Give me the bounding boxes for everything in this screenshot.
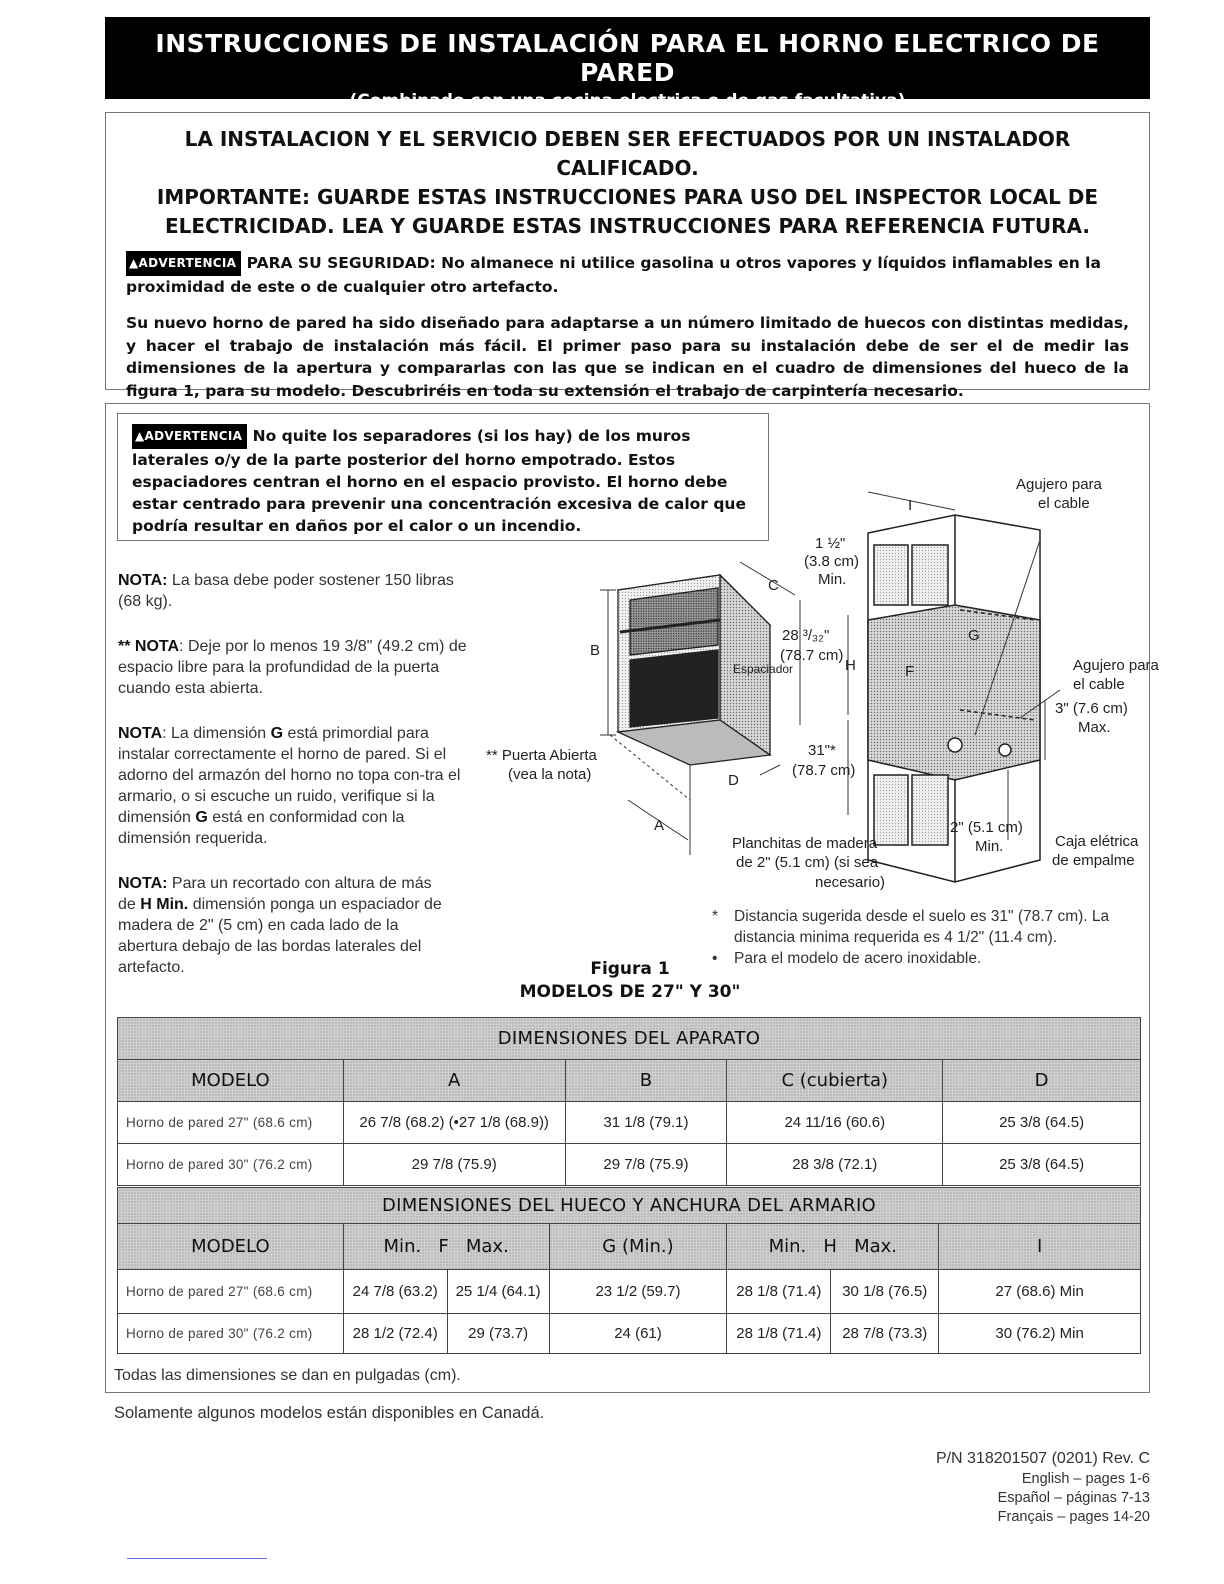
table-cell: 24 (61) <box>549 1314 727 1354</box>
table-cell: 29 7/8 (75.9) <box>565 1144 727 1186</box>
table-cell: 29 (73.7) <box>447 1314 549 1354</box>
h-dim-cm: (78.7 cm) <box>780 647 844 664</box>
three-inch-max-value: 3" (7.6 cm) <box>1055 700 1128 717</box>
column-header: I <box>939 1224 1141 1270</box>
note-base: NOTA: La basa debe poder sostener 150 libras (68 kg). <box>118 572 454 610</box>
note-dimension-g: NOTA: La dimensión G está primordial para instalar correctamente el horno de pared. Si el adorno del armazón del horno no topa con-tra el armario, o si escuche un ruido, verifique si la dimensión G está en conformidad con la dimensión requerida. <box>118 725 461 847</box>
table-title: DIMENSIONES DEL APARATO <box>118 1018 1141 1060</box>
table-cell: 25 3/8 (64.5) <box>943 1144 1141 1186</box>
table-row <box>118 1314 1141 1354</box>
cable-hole-top-line2: el cable <box>1038 495 1090 512</box>
warning-badge: ▲ADVERTENCIA <box>132 424 247 449</box>
part-number-block <box>900 1448 1150 1527</box>
part-number: P/N 318201507 (0201) Rev. C <box>935 1450 1150 1467</box>
table-cell: 25 1/4 (64.1) <box>447 1270 549 1314</box>
column-header: A <box>343 1060 565 1102</box>
figure-subtitle: MODELOS DE 27" Y 30" <box>519 982 741 1002</box>
table-cell: Horno de pared 27" (68.6 cm) <box>118 1270 344 1314</box>
table-cell: 31 1/8 (79.1) <box>565 1102 727 1144</box>
column-header: B <box>565 1060 727 1102</box>
c-min-value: 1 ½" <box>815 535 846 552</box>
warning-badge: ▲ADVERTENCIA <box>126 251 241 276</box>
column-header: MODELO <box>118 1060 344 1102</box>
units-note: Todas las dimensiones se dan en pulgadas (cm). <box>114 1367 461 1384</box>
h-dim-value: 28 ³/₃₂" <box>782 627 830 644</box>
table-cell: 28 1/8 (71.4) <box>727 1314 831 1354</box>
intro-line-3: ELECTRICIDAD. LEA Y GUARDE ESTAS INSTRUCCIONES PARA REFERENCIA FUTURA. <box>165 214 1090 238</box>
two-inch-min-value: 2" (5.1 cm) <box>950 819 1023 836</box>
english-pages: English – pages 1-6 <box>1021 1471 1150 1487</box>
wood-strips-line2: de 2" (5.1 cm) (si sea <box>736 854 879 871</box>
table-cell: 28 1/8 (71.4) <box>727 1270 831 1314</box>
dim-label-c: C <box>768 577 779 594</box>
table-cell: 28 1/2 (72.4) <box>343 1314 447 1354</box>
table-cell: 28 3/8 (72.1) <box>727 1144 943 1186</box>
c-min-label: Min. <box>818 571 847 588</box>
warning-triangle-icon: ▲ <box>129 256 139 270</box>
column-header: MODELO <box>118 1224 344 1270</box>
table-cell: 30 (76.2) Min <box>939 1314 1141 1354</box>
table-cell: 30 1/8 (76.5) <box>831 1270 939 1314</box>
dim-label-b: B <box>590 642 601 659</box>
dim-label-f: F <box>905 663 915 680</box>
page-title: INSTRUCCIONES DE INSTALACIÓN PARA EL HORNO ELECTRICO DE PARED <box>155 29 1100 87</box>
note-cutout-height: NOTA: Para un recortado con altura de más de H Min. dimensión ponga un espaciador de madera de 2" (5 cm) en cada lado de la abertura debajo de las bordas laterales del artefacto. <box>118 875 442 976</box>
junction-box-line1: Caja elétrica <box>1055 833 1139 850</box>
intro-line-2: IMPORTANTE: GUARDE ESTAS INSTRUCCIONES PARA USO DEL INSPECTOR LOCAL DE <box>156 185 1099 209</box>
cable-hole-mid-line1: Agujero para <box>1073 657 1159 674</box>
warning-triangle-icon: ▲ <box>135 429 145 443</box>
floor-height-cm: (78.7 cm) <box>792 762 856 779</box>
table-title: DIMENSIONES DEL HUECO Y ANCHURA DEL ARMARIO <box>118 1188 1141 1224</box>
table-cell: 27 (68.6) Min <box>939 1270 1141 1314</box>
table-row <box>118 1102 1141 1144</box>
floor-height-value: 31"* <box>808 742 836 759</box>
spacer-warning-text: No quite los separadores (si los hay) de los muros laterales o/y de la parte posterior del horno empotrado. Estos espaciadores centran el horno en el espacio provisto. El horno debe estar centrado para prevenir una concentración excesiva de calor que podría resultar en daños por el calor o un incendio. <box>132 427 746 535</box>
column-header: Min. F Max. <box>343 1224 549 1270</box>
table-row <box>118 1270 1141 1314</box>
table-cell: 25 3/8 (64.5) <box>943 1102 1141 1144</box>
table-row <box>118 1144 1141 1186</box>
dim-label-h: H <box>845 657 856 674</box>
wood-strips-line1: Planchitas de madera <box>732 835 878 852</box>
two-inch-min-label: Min. <box>975 838 1004 855</box>
c-min-cm: (3.8 cm) <box>804 553 860 570</box>
cable-hole-mid-line2: el cable <box>1073 676 1125 693</box>
bottom-rule <box>127 1558 267 1559</box>
dim-label-a: A <box>654 817 665 834</box>
footnote-stainless: • Para el modelo de acero inoxidable. <box>712 950 982 967</box>
spacer-label: Espaciador <box>733 662 794 676</box>
appliance-dimensions-table <box>117 1017 1141 1186</box>
dim-label-i: I <box>908 497 913 514</box>
page-subtitle: (Combinado con una cocina electrica o de gas facultativa) <box>349 91 906 111</box>
column-header: G (Min.) <box>549 1224 727 1270</box>
dim-label-d: D <box>728 772 739 789</box>
dim-label-g: G <box>968 627 980 644</box>
note-door-clearance: ** NOTA: Deje por lo menos 19 3/8" (49.2 cm) de espacio libre para la profundidad de la puerta cuando esta abierta. <box>118 638 467 697</box>
table-cell: Horno de pared 30" (76.2 cm) <box>118 1314 344 1354</box>
three-inch-max-label: Max. <box>1078 719 1111 736</box>
footnote-floor-distance: * Distancia sugerida desde el suelo es 31" (78.7 cm). La distancia minima requerida es 4 1/2" (11.4 cm). <box>712 908 1110 946</box>
wood-strips-line3: necesario) <box>815 874 886 891</box>
figure-title: Figura 1 <box>590 959 670 979</box>
french-pages: Français – pages 14-20 <box>997 1509 1150 1525</box>
canada-note: Solamente algunos modelos están disponibles en Canadá. <box>114 1404 545 1422</box>
figure-caption <box>480 958 780 1004</box>
table-cell: Horno de pared 27" (68.6 cm) <box>118 1102 344 1144</box>
table-cell: 26 7/8 (68.2) (•27 1/8 (68.9)) <box>343 1102 565 1144</box>
intro-line-1: LA INSTALACION Y EL SERVICIO DEBEN SER EFECTUADOS POR UN INSTALADOR CALIFICADO. <box>184 127 1071 180</box>
spanish-pages: Español – páginas 7-13 <box>997 1490 1150 1506</box>
cable-hole-top-line1: Agujero para <box>1016 476 1102 493</box>
intro-paragraph: Su nuevo horno de pared ha sido diseñado para adaptarse a un número limitado de huecos con distintas medidas, y hacer el trabajo de instalación más fácil. El primer paso para su instalación debe de ser el de medir las dimensiones de la apertura y compararlas con las que se indican en el cuadro de dimensiones del hueco de la figura 1, para su modelo. Descubriréis en toda su extensión el trabajo de carpintería necesario. <box>126 314 1129 400</box>
door-open-label: ** Puerta Abierta <box>486 747 597 764</box>
column-header: Min. H Max. <box>727 1224 939 1270</box>
safety-warning-text: PARA SU SEGURIDAD: No almanece ni utilice gasolina u otros vapores y líquidos inflamables en la proximidad de este o de cualquier otro artefacto. <box>126 254 1101 296</box>
door-open-note: (vea la nota) <box>508 766 592 783</box>
table-cell: 23 1/2 (59.7) <box>549 1270 727 1314</box>
table-cell: 29 7/8 (75.9) <box>343 1144 565 1186</box>
table-cell: 24 7/8 (63.2) <box>343 1270 447 1314</box>
table-cell: Horno de pared 30" (76.2 cm) <box>118 1144 344 1186</box>
column-header: D <box>943 1060 1141 1102</box>
junction-box-line2: de empalme <box>1052 852 1135 869</box>
cutout-dimensions-table <box>117 1187 1141 1354</box>
table-cell: 24 11/16 (60.6) <box>727 1102 943 1144</box>
table-cell: 28 7/8 (73.3) <box>831 1314 939 1354</box>
column-header: C (cubierta) <box>727 1060 943 1102</box>
